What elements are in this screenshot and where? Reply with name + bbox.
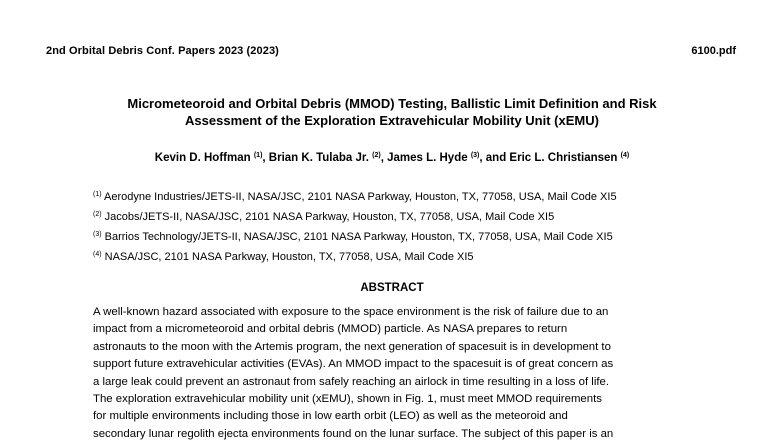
affiliation-item xyxy=(93,246,617,266)
affiliation-marker: (2) xyxy=(93,211,102,218)
paper-title xyxy=(0,95,784,129)
running-header-conference: 2nd Orbital Debris Conf. Papers 2023 (2023) xyxy=(46,45,279,57)
abstract-line: astronauts to the moon with the Artemis program, the next generation of spacesuit is in development to xyxy=(93,340,611,353)
affiliation-list xyxy=(93,186,617,266)
abstract-line: The exploration extravehicular mobility unit (xEMU), shown in Fig. 1, must meet MMOD requirements xyxy=(93,393,602,406)
affiliation-item xyxy=(93,186,617,206)
author-affiliation-marker: (1) xyxy=(253,152,263,159)
affiliation-text: Barrios Technology/JETS-II, NASA/JSC, 2101 NASA Parkway, Houston, TX, 77058, USA, Mail Code XI5 xyxy=(101,231,613,243)
author-name: Eric L. Christiansen xyxy=(509,152,618,164)
affiliation-marker: (1) xyxy=(93,191,102,198)
running-header-filename: 6100.pdf xyxy=(691,45,736,57)
author-affiliation-marker: (4) xyxy=(620,152,630,159)
author-separator: , xyxy=(262,152,269,164)
author-affiliation-marker: (2) xyxy=(372,152,381,159)
abstract-body xyxy=(93,304,613,443)
affiliation-item xyxy=(93,206,617,226)
affiliation-marker: (3) xyxy=(93,231,102,238)
abstract-line: impact from a micrometeoroid and orbital debris (MMOD) particle. As NASA prepares to return xyxy=(93,323,568,336)
author-name: James L. Hyde xyxy=(387,152,468,164)
abstract-line: support future extravehicular activities (EVAs). An MMOD impact to the spacesuit is of great concern as xyxy=(93,358,614,371)
abstract-line: a large leak could prevent an astronaut from safely reaching an airlock in time resulting in a loss of life. xyxy=(93,375,610,388)
affiliation-item xyxy=(93,226,617,246)
abstract-line: A well-known hazard associated with exposure to the space environment is the risk of failure due to an xyxy=(93,306,609,318)
affiliation-text: Jacobs/JETS-II, NASA/JSC, 2101 NASA Parkway, Houston, TX, 77058, USA, Mail Code XI5 xyxy=(101,211,555,223)
paper-title-line: Assessment of the Exploration Extravehicular Mobility Unit (xEMU) xyxy=(185,113,599,128)
author-separator: , and xyxy=(479,152,510,164)
author-list xyxy=(0,152,784,164)
author-affiliation-marker: (3) xyxy=(470,152,480,159)
paper-title-line: Micrometeoroid and Orbital Debris (MMOD) Testing, Ballistic Limit Definition and Risk xyxy=(127,96,657,111)
affiliation-marker: (4) xyxy=(93,251,102,258)
abstract-heading: ABSTRACT xyxy=(360,282,424,294)
author-name: Brian K. Tulaba Jr. xyxy=(268,152,369,164)
abstract-line: for multiple environments including those in low earth orbit (LEO) as well as the meteoroid and xyxy=(93,410,568,423)
author-name: Kevin D. Hoffman xyxy=(154,152,251,164)
abstract-line: secondary lunar regolith ejecta environments found on the lunar surface. The subject of this paper is an xyxy=(93,427,614,440)
author-separator: , xyxy=(380,152,388,164)
affiliation-text: NASA/JSC, 2101 NASA Parkway, Houston, TX, 77058, USA, Mail Code XI5 xyxy=(101,251,474,263)
affiliation-text: Aerodyne Industries/JETS-II, NASA/JSC, 2101 NASA Parkway, Houston, TX, 77058, USA, Mail Code XI5 xyxy=(101,191,617,203)
